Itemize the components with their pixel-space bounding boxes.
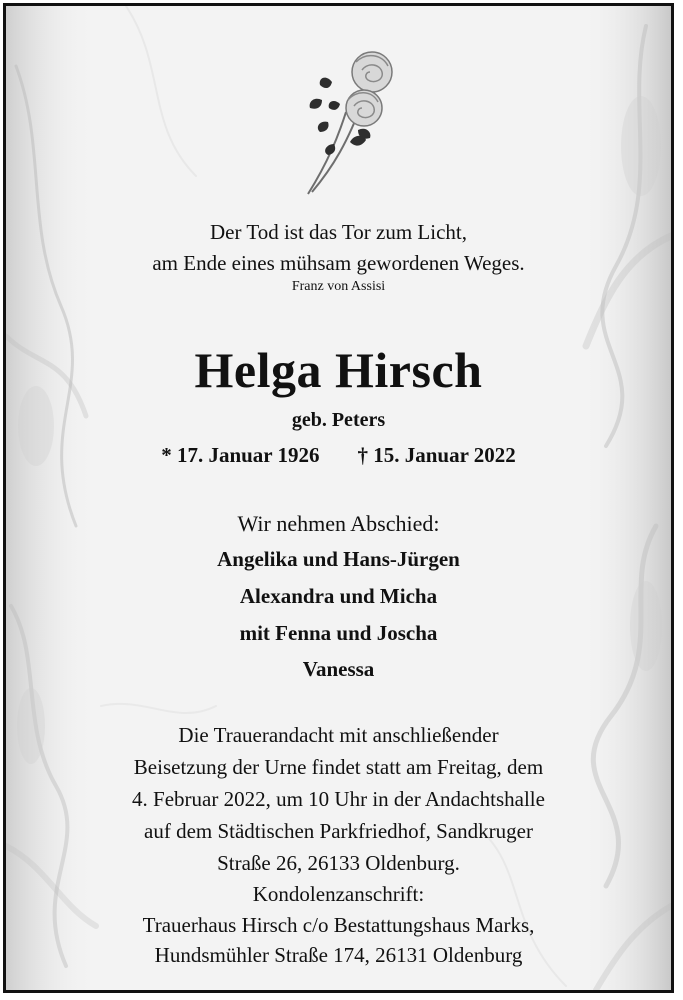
service-line: Straße 26, 26133 Oldenburg.	[217, 851, 460, 875]
mourner-line: Angelika und Hans-Jürgen	[217, 547, 460, 571]
condolence-line: Trauerhaus Hirsch c/o Bestattungshaus Marks,	[142, 913, 535, 937]
life-dates	[6, 443, 671, 468]
service-line: Beisetzung der Urne findet statt am Freitag, dem	[133, 755, 544, 779]
condolence-heading: Kondolenzanschrift:	[252, 882, 425, 906]
obituary-notice	[3, 3, 674, 993]
mourner-line: mit Fenna und Joscha	[239, 621, 438, 645]
death-date: † 15. Januar 2022	[357, 443, 516, 467]
quote-line-1: Der Tod ist das Tor zum Licht,	[210, 220, 467, 244]
service-line: Die Trauerandacht mit anschließender	[178, 723, 499, 747]
quote-line-2: am Ende eines mühsam gewordenen Weges.	[152, 251, 525, 275]
notice-text	[6, 6, 671, 990]
deceased-name: Helga Hirsch	[194, 342, 483, 398]
condolence-line: Hundsmühler Straße 174, 26131 Oldenburg	[154, 943, 523, 967]
mourner-line: Vanessa	[302, 657, 375, 681]
service-line: auf dem Städtischen Parkfriedhof, Sandkruger	[144, 819, 533, 843]
farewell-intro: Wir nehmen Abschied:	[237, 511, 440, 536]
quote-author: Franz von Assisi	[291, 279, 386, 294]
mourner-line: Alexandra und Micha	[239, 584, 438, 608]
birth-name: geb. Peters	[291, 409, 386, 431]
birth-date: * 17. Januar 1926	[161, 443, 320, 467]
service-line: 4. Februar 2022, um 10 Uhr in der Andachtshalle	[132, 787, 545, 811]
